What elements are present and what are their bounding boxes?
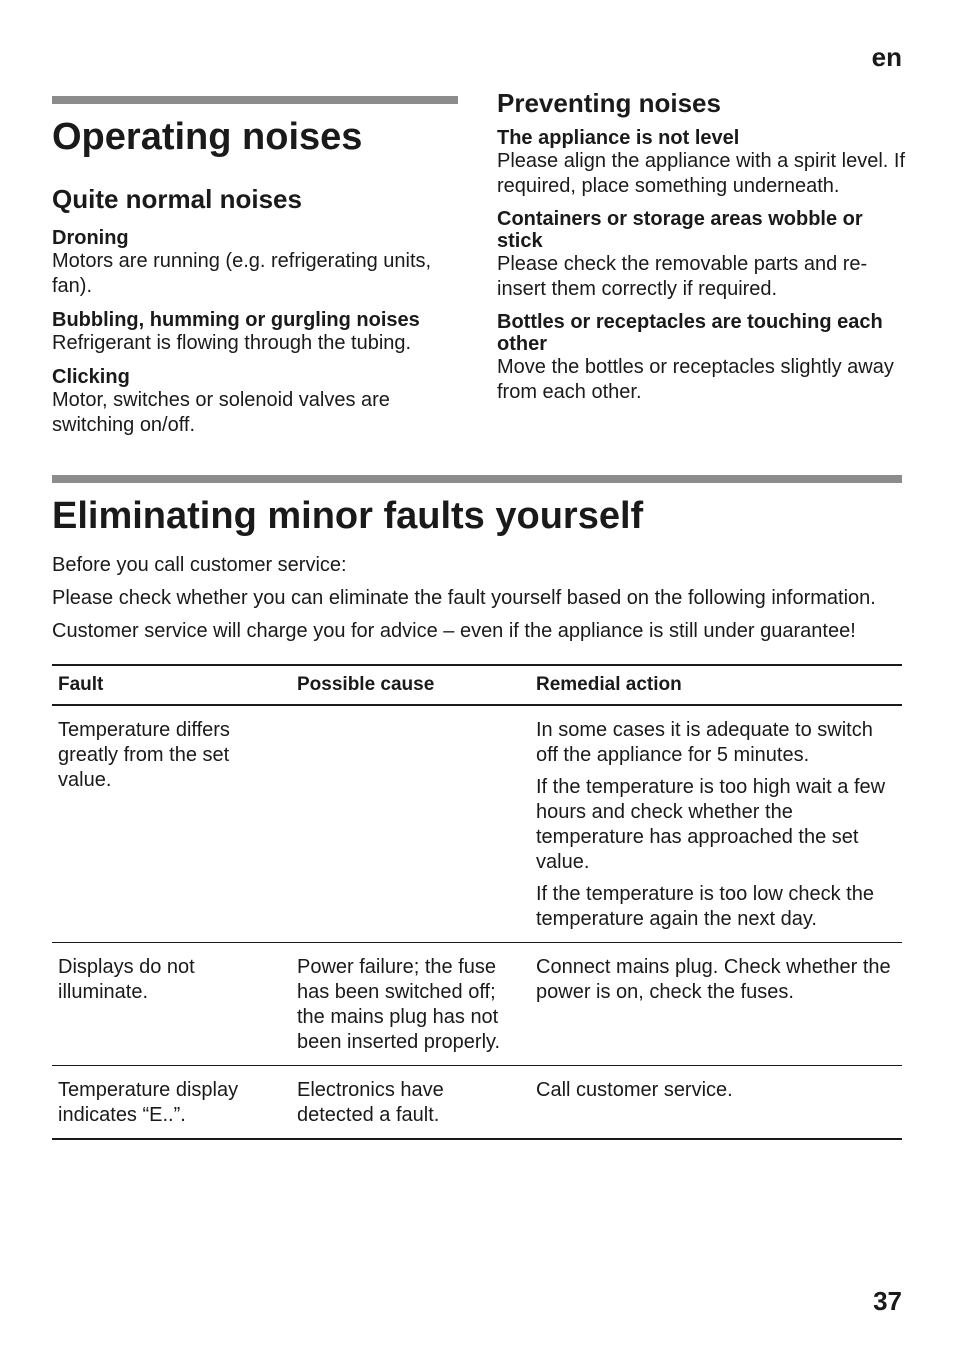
prevent-item-text: Please align the appliance with a spirit level. If required, place something underneath.	[497, 150, 906, 198]
page-number: 37	[873, 1286, 902, 1316]
noise-item	[52, 309, 458, 356]
action-cell	[530, 705, 902, 943]
noise-item-title: Droning	[52, 226, 129, 249]
noise-item-title: Bubbling, humming or gurgling noises	[52, 308, 420, 331]
cause-cell: Electronics have detected a fault.	[291, 1065, 530, 1139]
prevent-item	[497, 311, 907, 405]
action-text: Connect mains plug. Check whether the power is on, check the fuses.	[536, 955, 891, 1003]
table-row	[52, 1065, 902, 1139]
intro-paragraph: Before you call customer service:	[52, 553, 347, 576]
faults-table	[52, 664, 902, 1140]
column-header-fault: Fault	[52, 665, 291, 705]
fault-cell: Temperature display indicates “E..”.	[52, 1065, 291, 1139]
language-code: en	[871, 42, 902, 72]
preventing-noises-title: Preventing noises	[497, 88, 721, 118]
table-header-row	[52, 665, 902, 705]
intro-paragraph: Customer service will charge you for advice – even if the appliance is still under guarantee!	[52, 619, 856, 642]
section-rule	[52, 96, 458, 104]
action-text: In some cases it is adequate to switch off the appliance for 5 minutes.	[536, 718, 873, 766]
prevent-item-text: Move the bottles or receptacles slightly away from each other.	[497, 356, 894, 404]
action-text: If the temperature is too low check the temperature again the next day.	[536, 882, 874, 930]
noise-item-text: Motor, switches or solenoid valves are switching on/off.	[52, 388, 390, 436]
action-text: Call customer service.	[536, 1078, 733, 1101]
noise-item	[52, 366, 458, 438]
action-cell	[530, 1065, 902, 1139]
intro-paragraph: Please check whether you can eliminate the fault yourself based on the following information.	[52, 586, 876, 609]
preventing-noises-section	[497, 88, 907, 405]
prevent-item-title: The appliance is not level	[497, 127, 740, 150]
action-cell	[530, 942, 902, 1065]
fault-cell: Temperature differs greatly from the set value.	[52, 705, 291, 943]
fault-cell: Displays do not illuminate.	[52, 942, 291, 1065]
column-header-cause: Possible cause	[291, 665, 530, 705]
table-row	[52, 942, 902, 1065]
prevent-item	[497, 127, 907, 199]
prevent-item-text: Please check the removable parts and re-insert them correctly if required.	[497, 253, 868, 301]
table-row	[52, 705, 902, 943]
prevent-item-title: Bottles or receptacles are touching each other	[497, 311, 883, 356]
column-header-action: Remedial action	[530, 665, 902, 705]
section-rule	[52, 475, 902, 483]
noise-item-text: Refrigerant is flowing through the tubing.	[52, 331, 412, 354]
noise-item-text: Motors are running (e.g. refrigerating units, fan).	[52, 249, 432, 297]
operating-noises-section	[52, 96, 458, 438]
cause-cell	[291, 705, 530, 943]
prevent-item	[497, 208, 907, 302]
noise-item-title: Clicking	[52, 365, 130, 388]
faults-section	[52, 475, 902, 1140]
action-text: If the temperature is too high wait a few hours and check whether the temperature has approached the set value.	[536, 775, 886, 873]
cause-cell: Power failure; the fuse has been switched off; the mains plug has not been inserted properly.	[291, 942, 530, 1065]
faults-title: Eliminating minor faults yourself	[52, 495, 644, 537]
noise-item	[52, 227, 458, 299]
prevent-item-title: Containers or storage areas wobble or stick	[497, 208, 863, 253]
quite-normal-noises-title: Quite normal noises	[52, 183, 302, 214]
operating-noises-title: Operating noises	[52, 116, 363, 158]
